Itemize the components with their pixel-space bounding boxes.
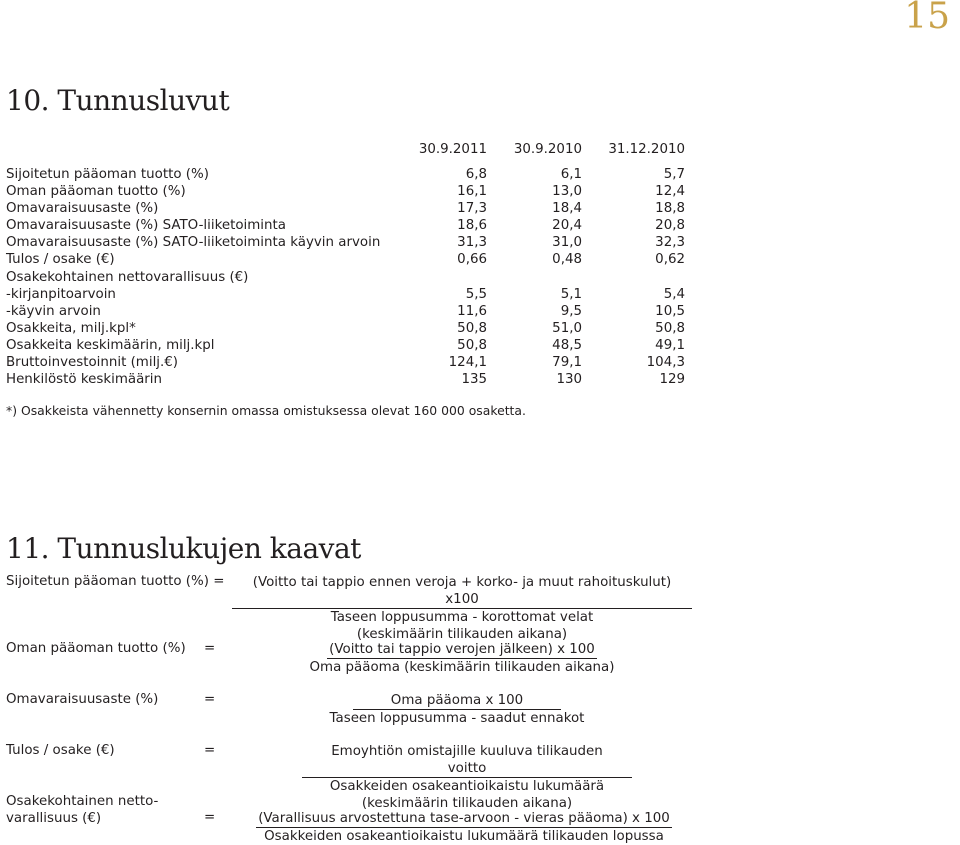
table-cell: 50,8 — [457, 320, 487, 336]
table-cell: 20,4 — [552, 218, 582, 234]
table-cell: 129 — [659, 372, 685, 388]
table-row — [6, 166, 686, 183]
table-cell: 32,3 — [655, 235, 685, 251]
table-cell: 5,4 — [663, 286, 685, 302]
table-row — [6, 354, 686, 371]
row-label: Henkilöstö keskimäärin — [6, 372, 162, 388]
section-10-title: 10. Tunnusluvut — [6, 84, 230, 117]
table-cell: 0,48 — [552, 252, 582, 268]
table-cell: 12,4 — [655, 184, 685, 200]
table-cell: 5,7 — [663, 167, 685, 182]
row-label: Omavaraisuusaste (%) — [6, 201, 159, 217]
table-cell: 50,8 — [655, 320, 685, 336]
table-row — [6, 217, 686, 234]
table-cell: 0,62 — [655, 252, 685, 268]
table-cell: 18,4 — [552, 201, 582, 217]
formula-fraction — [252, 810, 676, 845]
equals-sign: = — [204, 743, 216, 758]
formula-label: Sijoitetun pääoman tuotto (%) = — [6, 574, 225, 589]
row-label: Oman pääoman tuotto (%) — [6, 184, 186, 200]
table-cell: 6,8 — [465, 167, 487, 182]
table-row — [6, 251, 686, 268]
table-header — [6, 142, 686, 166]
equals-sign: = — [204, 692, 216, 707]
formula-fraction — [302, 641, 622, 676]
table-row — [6, 286, 686, 303]
formula-denominator: (keskimäärin tilikauden aikana) — [361, 796, 573, 811]
table-row — [6, 200, 686, 217]
formula-fraction — [302, 743, 632, 812]
table-cell: 124,1 — [448, 355, 487, 371]
formula-denominator: (keskimäärin tilikauden aikana) — [356, 627, 568, 642]
table-cell: 11,6 — [457, 303, 487, 319]
table-cell: 0,66 — [457, 252, 487, 268]
equals-sign: = — [204, 641, 216, 656]
row-label: -käyvin arvoin — [6, 303, 101, 319]
table-cell: 31,0 — [552, 235, 582, 251]
formula-numerator: Oma pääoma x 100 — [353, 692, 561, 710]
formula-denominator: Osakkeiden osakeantioikaistu lukumäärä tilikauden lopussa — [264, 829, 664, 844]
formula-denominator: Taseen loppusumma - korottomat velat — [330, 610, 594, 625]
row-label: Sijoitetun pääoman tuotto (%) — [6, 167, 209, 182]
row-label: Omavaraisuusaste (%) SATO-liiketoiminta — [6, 218, 286, 234]
table-cell: 31,3 — [457, 235, 487, 251]
table-row — [6, 234, 686, 251]
table-cell: 6,1 — [560, 167, 582, 182]
section-11-title: 11. Tunnuslukujen kaavat — [6, 532, 361, 565]
formula-label-line: Osakekohtainen netto- — [6, 794, 159, 809]
formula-fraction — [322, 692, 592, 727]
table-row — [6, 371, 686, 388]
table-row — [6, 303, 686, 320]
table-cell: 51,0 — [552, 320, 582, 336]
formula-fraction — [232, 574, 692, 643]
column-header: 31.12.2010 — [608, 142, 685, 157]
table-cell: 130 — [556, 372, 582, 388]
formula-label: Oman pääoman tuotto (%) — [6, 641, 186, 656]
formula-denominator: Oma pääoma (keskimäärin tilikauden aikana) — [309, 660, 615, 675]
table-cell: 5,1 — [560, 286, 582, 302]
page-number: 15 — [904, 0, 950, 37]
formula-label-line: varallisuus (€) — [6, 811, 102, 826]
table-cell: 135 — [461, 372, 487, 388]
formula-numerator: Emoyhtiön omistajille kuuluva tilikauden voitto — [302, 743, 632, 778]
formula-numerator: (Varallisuus arvostettuna tase-arvoon - vieras pääoma) x 100 — [258, 811, 670, 826]
formula-label — [6, 793, 158, 827]
table-row — [6, 337, 686, 354]
table-cell: 17,3 — [457, 201, 487, 217]
table-cell: 49,1 — [655, 337, 685, 353]
table-cell: 79,1 — [552, 355, 582, 371]
column-header: 30.9.2010 — [513, 142, 582, 157]
formula-label: Tulos / osake (€) — [6, 743, 115, 758]
table-cell: 10,5 — [655, 303, 685, 319]
footnote: *) Osakkeista vähennetty konsernin omassa omistuksessa olevat 160 000 osaketta. — [6, 403, 526, 418]
formula-denominator: Taseen loppusumma - saadut ennakot — [329, 711, 585, 726]
row-label: Tulos / osake (€) — [6, 252, 115, 268]
table-cell: 18,8 — [655, 201, 685, 217]
column-header: 30.9.2011 — [418, 142, 487, 157]
table-cell: 104,3 — [646, 355, 685, 371]
formula-numerator: (Voitto tai tappio verojen jälkeen) x 100 — [329, 642, 595, 657]
row-label: Bruttoinvestoinnit (milj.€) — [6, 355, 179, 371]
table-row — [6, 269, 686, 286]
formula-label: Omavaraisuusaste (%) — [6, 692, 159, 707]
table-cell: 50,8 — [457, 337, 487, 353]
row-label: Osakkeita keskimäärin, milj.kpl — [6, 337, 215, 353]
row-label: -kirjanpitoarvoin — [6, 286, 116, 302]
row-label: Osakkeita, milj.kpl* — [6, 320, 136, 336]
row-label: Osakekohtainen nettovarallisuus (€) — [6, 269, 249, 285]
table-row — [6, 320, 686, 337]
table-cell: 18,6 — [457, 218, 487, 234]
table-cell: 13,0 — [552, 184, 582, 200]
formula-numerator: (Voitto tai tappio ennen veroja + korko- ja muut rahoituskulut) x100 — [232, 574, 692, 609]
table-row — [6, 183, 686, 200]
key-figures-table — [6, 142, 686, 388]
table-cell: 5,5 — [465, 286, 487, 302]
table-cell: 16,1 — [457, 184, 487, 200]
table-cell: 48,5 — [552, 337, 582, 353]
row-label: Omavaraisuusaste (%) SATO-liiketoiminta käyvin arvoin — [6, 235, 381, 251]
table-cell: 9,5 — [560, 303, 582, 319]
equals-sign: = — [204, 810, 216, 825]
table-cell: 20,8 — [655, 218, 685, 234]
formula-denominator: Osakkeiden osakeantioikaistu lukumäärä — [329, 779, 605, 794]
